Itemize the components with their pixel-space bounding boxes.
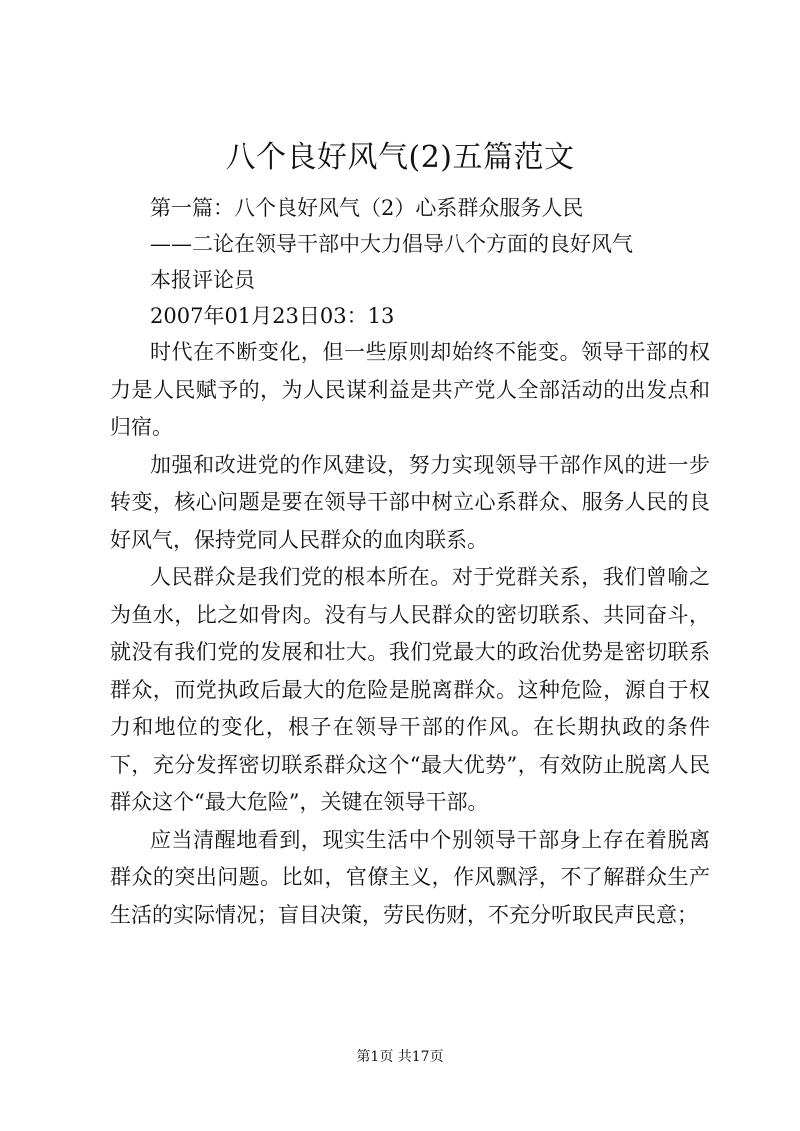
document-body <box>110 190 710 934</box>
article-author: 本报评论员 <box>150 268 255 292</box>
body-paragraph-4: 应当清醒地看到，现实生活中个别领导干部身上存在着脱离群众的突出问题。比如，官僚主义，作风飘浮，不了解群众生产生活的实际情况；盲目决策，劳民伤财，不充分听取民声民意； <box>110 827 710 927</box>
article-date: 2007年01月23日03：13 <box>150 304 395 328</box>
article-heading: 第一篇：八个良好风气（2）心系群众服务人民 <box>150 196 584 220</box>
document-title: 八个良好风气(2)五篇范文 <box>225 140 575 175</box>
article-subheading: ——二论在领导干部中大力倡导八个方面的良好风气 <box>150 232 633 256</box>
body-paragraph-2: 加强和改进党的作风建设，努力实现领导干部作风的进一步转变，核心问题是要在领导干部中树立心系群众、服务人民的良好风气，保持党同人民群众的血肉联系。 <box>110 452 710 552</box>
body-paragraph-3: 人民群众是我们党的根本所在。对于党群关系，我们曾喻之为鱼水，比之如骨肉。没有与人民群众的密切联系、共同奋斗，就没有我们党的发展和壮大。我们党最大的政治优势是密切联系群众，而党执政后最大的危险是脱离群众。这种危险，源自于权力和地位的变化，根子在领导干部的作风。在长期执政的条件下，充分发挥密切联系群众这个“最大优势”，有效防止脱离人民群众这个“最大危险”，关键在领导干部。 <box>110 565 710 814</box>
body-paragraph-1: 时代在不断变化，但一些原则却始终不能变。领导干部的权力是人民赋予的，为人民谋利益是共产党人全部活动的出发点和归宿。 <box>110 340 710 439</box>
page-footer: 第1页 共17页 <box>356 1049 444 1065</box>
